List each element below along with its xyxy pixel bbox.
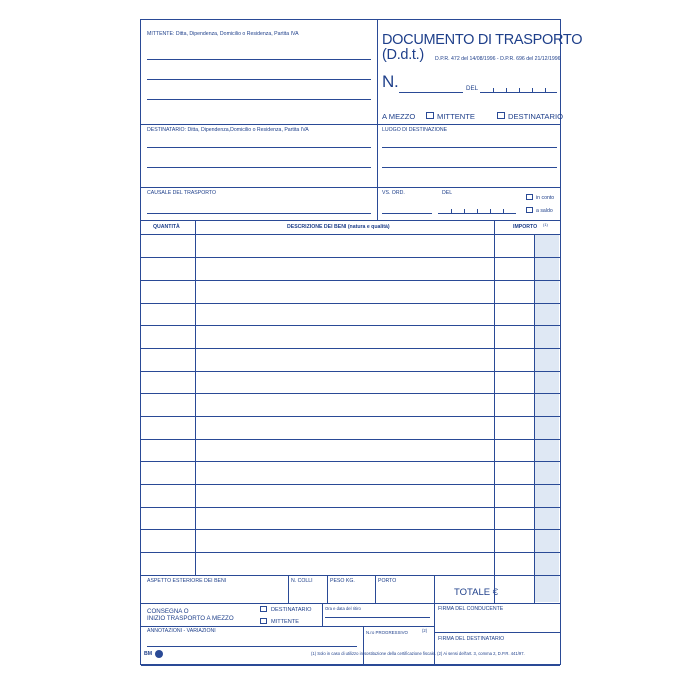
amount-cents-divider: [534, 234, 535, 575]
amount-column-divider: [494, 220, 495, 575]
document-law-reference: D.P.R. 472 del 14/08/1996 - D.P.R. 696 del 21/12/1996: [435, 56, 561, 62]
date-tick: [532, 88, 533, 92]
date-tick: [506, 88, 507, 92]
conducente-label: FIRMA DEL CONDUCENTE: [438, 606, 504, 612]
totale-cents-shade: [535, 576, 559, 602]
goods-row-line: [141, 552, 560, 553]
amount-column-shade: [534, 234, 559, 575]
colli-label: N. COLLI: [291, 578, 313, 584]
number-field[interactable]: [399, 92, 463, 93]
consegna-label-1: CONSEGNA O: [147, 608, 189, 615]
annotazioni-separator: [141, 626, 434, 627]
amount-header: IMPORTO: [513, 224, 538, 230]
goods-row-line: [141, 529, 560, 530]
transport-document-form: [140, 19, 583, 665]
goods-row-line: [141, 303, 560, 304]
goods-header-line: [141, 234, 560, 235]
header-del-label: DEL: [466, 85, 479, 92]
goods-row-line: [141, 416, 560, 417]
date-tick: [503, 209, 504, 213]
sender-line-1[interactable]: [147, 59, 371, 60]
totale-value-divider: [494, 575, 495, 603]
colli-divider: [288, 575, 289, 603]
destination-line-1[interactable]: [382, 147, 557, 148]
vs-ord-date-field[interactable]: [438, 213, 516, 214]
vs-ord-label: VS. ORD.: [382, 190, 405, 196]
consegna-destinatario-checkbox[interactable]: [260, 606, 267, 612]
ritiro-divider: [322, 603, 323, 626]
date-tick: [490, 209, 491, 213]
amezzo-destinatario-checkbox[interactable]: [497, 112, 505, 119]
amezzo-label: A MEZZO: [382, 112, 416, 121]
goods-row-line: [141, 393, 560, 394]
consegna-separator: [141, 603, 560, 604]
annotazioni-field[interactable]: [147, 646, 357, 647]
date-tick: [493, 88, 494, 92]
date-tick: [519, 88, 520, 92]
goods-row-line: [141, 439, 560, 440]
goods-table-top-border: [141, 220, 560, 221]
annotazioni-label: ANNOTAZIONI - VARIAZIONI: [147, 628, 216, 634]
consegna-destinatario-label: DESTINATARIO: [271, 607, 312, 613]
description-header: DESCRIZIONE DEI BENI (natura e qualità): [287, 224, 390, 230]
porto-label: PORTO: [378, 578, 397, 584]
peso-divider: [327, 575, 328, 603]
in-conto-checkbox[interactable]: [526, 194, 533, 200]
date-tick: [545, 88, 546, 92]
causale-separator: [141, 187, 560, 188]
recipient-label: DESTINATARIO: Ditta, Dipendenza,Domicilio o Residenza, Partita IVA: [147, 127, 309, 133]
progressivo-divider: [363, 626, 364, 665]
brand-label: BM: [144, 651, 153, 657]
consegna-label-2: INIZIO TRASPORTO A MEZZO: [147, 615, 234, 622]
document-title: DOCUMENTO DI TRASPORTO: [382, 32, 583, 48]
sender-line-2[interactable]: [147, 79, 371, 80]
goods-row-line: [141, 280, 560, 281]
totale-cents-divider: [534, 575, 535, 603]
date-tick: [477, 209, 478, 213]
footer-bottom-border: [141, 665, 560, 666]
ritiro-label: Ora e data del ritiro: [325, 606, 361, 611]
aspetto-label: ASPETTO ESTERIORE DEI BENI: [147, 578, 227, 584]
consegna-mittente-label: MITTENTE: [271, 619, 299, 625]
a-saldo-checkbox[interactable]: [526, 207, 533, 213]
header-separator: [141, 124, 560, 125]
peso-label: PESO KG.: [330, 578, 355, 584]
goods-row-line: [141, 325, 560, 326]
document-abbreviation: (D.d.t.): [382, 47, 424, 63]
number-label: N.: [382, 72, 399, 91]
vs-ord-del-label: DEL: [442, 190, 453, 196]
date-tick: [464, 209, 465, 213]
qty-column-divider: [195, 220, 196, 575]
amezzo-mittente-checkbox[interactable]: [426, 112, 434, 119]
goods-row-line: [141, 257, 560, 258]
destinatario-sign-label: FIRMA DEL DESTINATARIO: [438, 636, 505, 642]
recipient-line-1[interactable]: [147, 147, 371, 148]
in-conto-label: in conto: [536, 195, 555, 201]
causale-label: CAUSALE DEL TRASPORTO: [147, 190, 216, 196]
sender-line-3[interactable]: [147, 99, 371, 100]
goods-row-line: [141, 371, 560, 372]
causale-field[interactable]: [147, 213, 371, 214]
goods-row-line: [141, 348, 560, 349]
consegna-mittente-checkbox[interactable]: [260, 618, 267, 624]
goods-row-line: [141, 461, 560, 462]
sender-label: MITTENTE: Ditta, Dipendenza, Domicilio o Residenza, Partita IVA: [147, 31, 299, 37]
vs-ord-field[interactable]: [382, 213, 432, 214]
progressivo-label: N.ro PROGRESSIVO: [366, 630, 408, 635]
goods-row-line: [141, 484, 560, 485]
brand-logo-icon: [155, 650, 163, 658]
destination-label: LUOGO DI DESTINAZIONE: [382, 127, 448, 133]
header-divider: [377, 20, 378, 220]
amezzo-mittente-label: MITTENTE: [437, 112, 475, 121]
porto-divider: [375, 575, 376, 603]
date-tick: [451, 209, 452, 213]
totale-label: TOTALE €: [454, 587, 498, 598]
ritiro-field[interactable]: [325, 617, 430, 618]
progressivo-ref: (2): [422, 628, 428, 633]
destinatario-sign-separator: [434, 632, 560, 633]
goods-row-line: [141, 507, 560, 508]
footer-top-border: [141, 575, 560, 576]
header-date-field[interactable]: [480, 92, 557, 93]
legal-note: (1) Solo in caso di utilizzo in sostituzione della certificazione fiscale. (2) Ai sensi dell'art. 3, comma 2, D.P.R. 441/97.: [311, 651, 525, 656]
amezzo-destinatario-label: DESTINATARIO: [508, 112, 563, 121]
a-saldo-label: a saldo: [536, 208, 553, 214]
recipient-line-2[interactable]: [147, 167, 371, 168]
amount-note-ref: (1): [543, 222, 548, 227]
qty-header: QUANTITÀ: [153, 224, 180, 230]
destination-line-2[interactable]: [382, 167, 557, 168]
